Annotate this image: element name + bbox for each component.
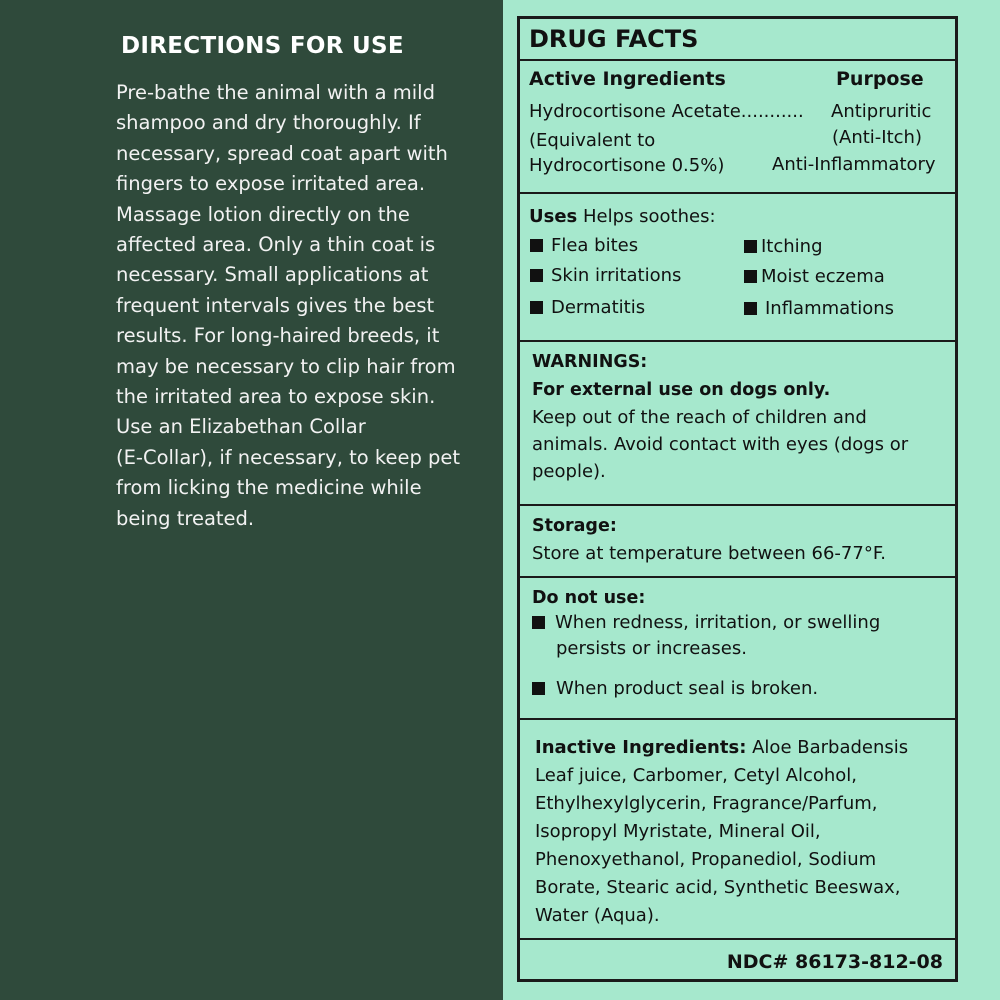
- ndc-section: [520, 938, 955, 982]
- purpose-line: (Anti-Itch): [832, 127, 922, 148]
- bullet-square-icon: [530, 239, 543, 252]
- uses-heading: Uses: [529, 206, 578, 227]
- directions-line: fingers to expose irritated area.: [116, 172, 426, 196]
- bullet-square-icon: [532, 682, 545, 695]
- directions-line: being treated.: [116, 506, 255, 530]
- warnings-text: [532, 404, 908, 485]
- directions-title: DIRECTIONS FOR USE: [121, 33, 404, 59]
- bullet-square-icon: [530, 301, 543, 314]
- storage-section: [520, 504, 955, 576]
- drug-facts-panel: [503, 0, 1000, 1000]
- inactive-line: Leaf juice, Carbomer, Cetyl Alcohol,: [535, 765, 858, 786]
- do-not-use-section: [520, 576, 955, 718]
- drug-facts-header: [520, 19, 955, 59]
- warnings-line: Keep out of the reach of children and: [532, 407, 867, 428]
- inactive-line: Isopropyl Myristate, Mineral Oil,: [535, 821, 821, 842]
- active-ingredients-section: [520, 59, 955, 192]
- bullet-square-icon: [532, 616, 545, 629]
- list-item: [530, 235, 638, 256]
- active-ingredients-heading: Active Ingredients: [529, 68, 726, 90]
- bullet-square-icon: [530, 269, 543, 282]
- inactive-line: Aloe Barbadensis: [746, 737, 909, 758]
- do-not-use-heading: Do not use:: [532, 588, 646, 608]
- list-item: [532, 612, 880, 633]
- use-item: Moist eczema: [761, 266, 885, 287]
- ingredient-line: Hydrocortisone 0.5%): [529, 155, 725, 176]
- warnings-bold-line: For external use on dogs only.: [532, 380, 831, 400]
- directions-line: results. For long-haired breeds, it: [116, 324, 440, 348]
- warnings-line: animals. Avoid contact with eyes (dogs or: [532, 434, 909, 455]
- use-item: Skin irritations: [551, 265, 682, 286]
- directions-line: Use an Elizabethan Collar: [116, 415, 366, 439]
- directions-line: the irritated area to expose skin.: [116, 385, 436, 409]
- bullet-square-icon: [744, 240, 757, 253]
- do-not-use-item: When redness, irritation, or swelling: [555, 612, 881, 633]
- directions-line: (E-Collar), if necessary, to keep pet: [116, 445, 461, 469]
- inactive-line: Phenoxyethanol, Propanediol, Sodium: [535, 849, 877, 870]
- directions-line: affected area. Only a thin coat is: [116, 233, 436, 257]
- uses-section: [520, 192, 955, 340]
- directions-line: frequent intervals gives the best: [116, 293, 435, 317]
- directions-line: shampoo and dry thoroughly. If: [116, 111, 421, 135]
- directions-line: Massage lotion directly on the: [116, 202, 410, 226]
- inactive-ingredients-text: [535, 734, 908, 930]
- directions-line: may be necessary to clip hair from: [116, 354, 456, 378]
- use-item: Inflammations: [765, 298, 895, 319]
- use-item: Itching: [761, 236, 823, 257]
- inactive-line: Borate, Stearic acid, Synthetic Beeswax,: [535, 877, 901, 898]
- directions-line: from licking the medicine while: [116, 476, 422, 500]
- purpose-line: Anti-Inflammatory: [772, 154, 936, 175]
- use-item: Flea bites: [551, 235, 639, 256]
- list-item: [744, 236, 823, 257]
- drug-facts-box: [517, 16, 958, 982]
- list-item: [530, 297, 645, 318]
- warnings-line: people).: [532, 461, 606, 482]
- list-item: [530, 265, 681, 286]
- purpose-heading: Purpose: [836, 68, 924, 90]
- ingredient-line: (Equivalent to: [529, 130, 656, 151]
- do-not-use-item-continuation: persists or increases.: [556, 638, 747, 659]
- list-item: [532, 678, 818, 699]
- directions-line: necessary. Small applications at: [116, 263, 429, 287]
- ndc-number: NDC# 86173-812-08: [726, 951, 943, 973]
- inactive-line: Water (Aqua).: [535, 905, 660, 926]
- bullet-square-icon: [744, 270, 757, 283]
- directions-text: [116, 78, 486, 534]
- storage-text: Store at temperature between 66-77°F.: [532, 543, 887, 564]
- directions-line: necessary, spread coat apart with: [116, 141, 448, 165]
- purpose-line: Antipruritic: [831, 101, 932, 122]
- drug-facts-title: DRUG FACTS: [529, 25, 699, 53]
- storage-heading: Storage:: [532, 516, 617, 536]
- inactive-line: Ethylhexylglycerin, Fragrance/Parfum,: [535, 793, 878, 814]
- warnings-section: [520, 340, 955, 504]
- ingredient-line: Hydrocortisone Acetate...........: [529, 101, 804, 122]
- inactive-ingredients-section: [520, 718, 955, 938]
- list-item: [744, 298, 894, 319]
- inactive-first-line: [535, 734, 908, 762]
- inactive-heading: Inactive Ingredients:: [535, 737, 747, 758]
- directions-line: Pre-bathe the animal with a mild: [116, 81, 435, 104]
- use-item: Dermatitis: [551, 297, 646, 318]
- bullet-square-icon: [744, 302, 757, 315]
- do-not-use-item: When product seal is broken.: [556, 678, 819, 699]
- uses-heading-line: [529, 206, 716, 227]
- uses-intro: Helps soothes:: [577, 206, 716, 227]
- warnings-heading: WARNINGS:: [532, 352, 648, 372]
- list-item: [744, 266, 885, 287]
